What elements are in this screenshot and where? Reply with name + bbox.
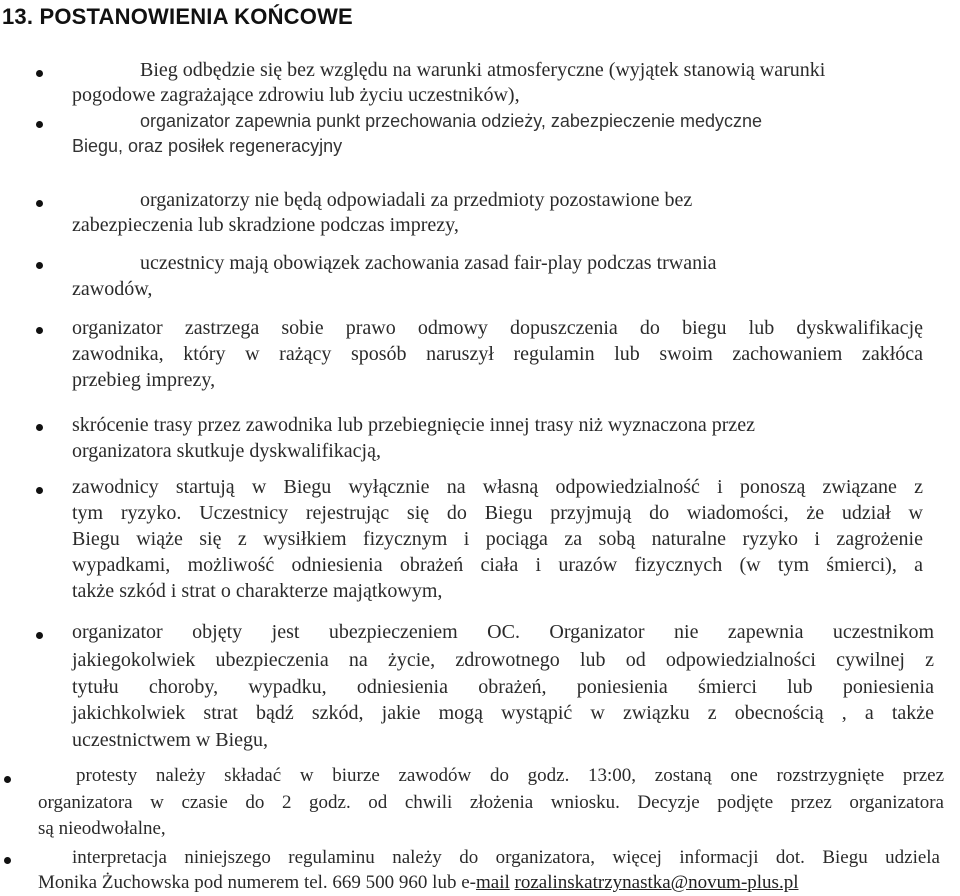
item-line: zawodów, [72,278,153,300]
item-line: organizator zapewnia punkt przechowania odzieży, zabezpieczenie medyczne [140,111,763,131]
item-line: organizator objęty jest ubezpieczeniem OC. Organizator nie zapewnia uczestnikom [72,621,934,643]
bullet-icon [36,200,43,207]
item-contact-line [38,870,798,896]
item-line: protesty należy składać w biurze zawodów do godz. 13:00, zostaną one rozstrzygnięte przez [76,765,944,786]
mail-link-label[interactable]: mail [475,872,510,893]
item-line: jakiegokolwiek ubezpieczenia na życie, zdrowotnego lub od odpowiedzialności cywilnej z [72,649,934,671]
item-line: uczestnictwem w Biegu, [72,729,269,751]
item-line: wypadkami, możliwość odniesienia obrażeń ciała i urazów fizycznych (w tym śmierci), a [72,554,923,576]
email-link[interactable]: rozalinskatrzynastka@novum-plus.pl [514,872,799,893]
item-line: także szkód i strat o charakterze majątkowym, [72,580,443,602]
item-line: jakichkolwiek strat bądź szkód, jakie mogą wystąpić w związku z obecnością , a także [72,702,934,724]
item-line: są nieodwołalne, [38,818,166,839]
item-line: pogodowe zagrażające zdrowiu lub życiu uczestników), [72,84,520,106]
bullet-icon [36,262,43,269]
item-line: Bieg odbędzie się bez względu na warunki atmosferyczne (wyjątek stanowią warunki [140,59,826,81]
bullet-icon [36,70,43,77]
item-line: przebieg imprezy, [72,369,216,391]
bullet-icon [4,857,11,864]
item-line: organizator zastrzega sobie prawo odmowy dopuszczenia do biegu lub dyskwalifikację [72,317,923,339]
item-line: interpretacja niniejszego regulaminu należy do organizatora, więcej informacji dot. Biegu udziela [72,847,940,868]
item-line: organizatora skutkuje dyskwalifikacją, [72,440,381,462]
item-line: uczestnicy mają obowiązek zachowania zasad fair-play podczas trwania [140,252,717,274]
item-line: zawodnicy startują w Biegu wyłącznie na własną odpowiedzialność i ponoszą związane z [72,476,923,498]
bullet-icon [36,424,43,431]
item-line: zawodnika, który w rażący sposób naruszył regulamin lub swoim zachowaniem zakłóca [72,343,923,365]
bullet-icon [36,121,43,128]
item-line: organizatora w czasie do 2 godz. od chwili złożenia wniosku. Decyzje podjęte przez organizatora [38,792,944,813]
item-line: Biegu, oraz posiłek regeneracyjny [72,136,343,156]
bullet-icon [36,632,43,639]
bullet-icon [36,327,43,334]
bullet-icon [36,487,43,494]
bullet-icon [4,776,11,783]
item-line: zabezpieczenia lub skradzione podczas imprezy, [72,214,459,236]
item-line: tym ryzyko. Uczestnicy rejestrując się do Biegu przyjmują do wiadomości, że udział w [72,502,923,524]
section-title: 13. POSTANOWIENIA KOŃCOWE [2,4,353,29]
item-line: Biegu wiąże się z wysiłkiem fizycznym i pociąga za sobą naturalne ryzyko i zagrożenie [72,528,923,550]
item-line: tytułu choroby, wypadku, odniesienia obrażeń, poniesienia śmierci lub poniesienia [72,676,934,698]
contact-text: Monika Żuchowska pod numerem tel. 669 500 960 lub e- [38,872,476,893]
item-line: skrócenie trasy przez zawodnika lub przebiegnięcie innej trasy niż wyznaczona przez [72,414,755,436]
item-line: organizatorzy nie będą odpowiadali za przedmioty pozostawione bez [140,189,693,211]
